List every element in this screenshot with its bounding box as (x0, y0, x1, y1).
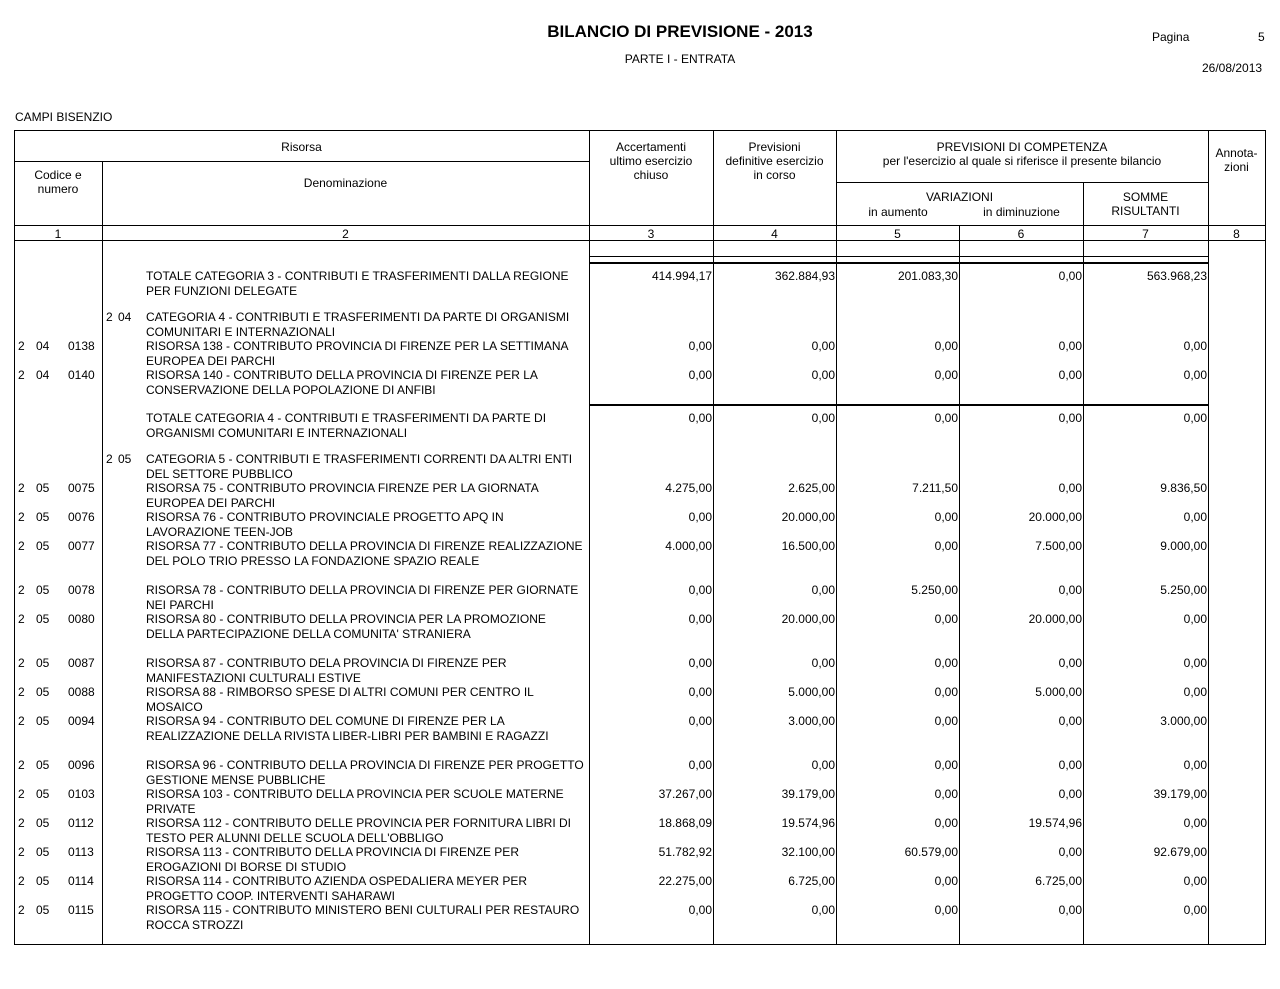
code-category: 05 (36, 656, 50, 670)
value-previsioni: 5.000,00 (788, 685, 835, 699)
value-diminuzione: 6.725,00 (1035, 874, 1082, 888)
code-resource: 0080 (68, 612, 95, 626)
value-aumento: 5.250,00 (911, 583, 958, 597)
code-resource: 0078 (68, 583, 95, 597)
code-category: 05 (118, 452, 132, 466)
table-border-bottom (14, 944, 1266, 945)
code-title: 2 (18, 685, 25, 699)
table-border-right (1265, 130, 1266, 945)
value-previsioni: 362.884,93 (774, 269, 835, 283)
code-resource: 0115 (68, 903, 94, 917)
value-somme: 563.968,23 (1146, 269, 1207, 283)
code-title: 2 (18, 481, 25, 495)
value-previsioni: 32.100,00 (781, 845, 835, 859)
code-resource: 0096 (68, 758, 95, 772)
code-category: 04 (118, 310, 132, 324)
value-somme: 0,00 (1183, 903, 1207, 917)
code-resource: 0103 (68, 787, 95, 801)
code-title: 2 (18, 510, 25, 524)
value-somme: 0,00 (1183, 368, 1207, 382)
col-line-codice (102, 161, 103, 945)
value-accertamenti: 414.994,17 (651, 269, 712, 283)
code-resource: 0075 (68, 481, 95, 495)
page-number: 5 (1258, 30, 1265, 44)
value-accertamenti: 18.868,09 (658, 816, 712, 830)
col-number: 4 (771, 227, 778, 241)
value-aumento: 0,00 (934, 903, 958, 917)
value-somme: 3.000,00 (1160, 714, 1207, 728)
page-title: BILANCIO DI PREVISIONE - 2013 (547, 22, 813, 41)
value-accertamenti: 51.782,92 (658, 845, 712, 859)
value-aumento: 0,00 (934, 787, 958, 801)
value-aumento: 0,00 (934, 758, 958, 772)
value-aumento: 0,00 (934, 411, 958, 425)
page-label: Pagina (1152, 30, 1190, 44)
code-category: 05 (36, 510, 50, 524)
value-somme: 9.000,00 (1160, 539, 1207, 553)
code-title: 2 (18, 874, 25, 888)
code-title: 2 (18, 714, 25, 728)
value-accertamenti: 0,00 (688, 411, 712, 425)
col-number: 8 (1233, 227, 1240, 241)
code-category: 05 (36, 539, 50, 553)
value-previsioni: 0,00 (811, 583, 835, 597)
value-diminuzione: 7.500,00 (1035, 539, 1082, 553)
code-title: 2 (106, 310, 113, 324)
code-category: 05 (36, 903, 50, 917)
table-border-left (14, 130, 15, 945)
code-category: 05 (36, 845, 50, 859)
value-diminuzione: 20.000,00 (1028, 612, 1082, 626)
resource-description: RISORSA 113 - CONTRIBUTO DELLA PROVINCIA DI FIRENZE PER EROGAZIONI DI BORSE DI STUDIO (146, 845, 519, 874)
code-title: 2 (18, 816, 25, 830)
resource-description: RISORSA 96 - CONTRIBUTO DELLA PROVINCIA DI FIRENZE PER PROGETTO GESTIONE MENSE PUBBLICHE (146, 758, 584, 787)
value-somme: 0,00 (1183, 411, 1207, 425)
code-resource: 0088 (68, 685, 95, 699)
value-somme: 39.179,00 (1153, 787, 1207, 801)
code-title: 2 (18, 583, 25, 597)
header-denominazione: Denominazione (303, 176, 388, 190)
code-category: 05 (36, 481, 50, 495)
value-diminuzione: 19.574,96 (1028, 816, 1082, 830)
code-resource: 0140 (68, 368, 95, 382)
resource-description: RISORSA 115 - CONTRIBUTO MINISTERO BENI CULTURALI PER RESTAURO ROCCA STROZZI (146, 903, 580, 932)
code-title: 2 (18, 845, 25, 859)
col-number: 3 (647, 227, 655, 241)
value-previsioni: 6.725,00 (788, 874, 835, 888)
header-codice: Codice e numero (34, 168, 82, 196)
resource-description: RISORSA 94 - CONTRIBUTO DEL COMUNE DI FIRENZE PER LA REALIZZAZIONE DELLA RIVISTA LIBER-LIBRI PER BAMBINI E RAGAZZI (146, 714, 549, 743)
resource-description: RISORSA 112 - CONTRIBUTO DELLE PROVINCIA PER FORNITURA LIBRI DI TESTO PER ALUNNI DELLE SCUOLA DELL'OBBLIGO (146, 816, 571, 845)
header-somme: SOMME RISULTANTI (1111, 190, 1180, 218)
value-previsioni: 39.179,00 (781, 787, 835, 801)
value-aumento: 0,00 (934, 612, 958, 626)
header-variazioni: VARIAZIONI (925, 190, 994, 204)
resource-description: RISORSA 76 - CONTRIBUTO PROVINCIALE PROGETTO APQ IN LAVORAZIONE TEEN-JOB (146, 510, 504, 539)
code-category: 04 (36, 368, 50, 382)
value-accertamenti: 0,00 (688, 510, 712, 524)
value-aumento: 0,00 (934, 539, 958, 553)
code-resource: 0112 (68, 816, 94, 830)
header-competenza: PREVISIONI DI COMPETENZA per l'esercizio al quale si riferisce il presente bilancio (882, 140, 1162, 168)
value-diminuzione: 20.000,00 (1028, 510, 1082, 524)
code-title: 2 (18, 339, 25, 353)
value-somme: 0,00 (1183, 758, 1207, 772)
value-aumento: 0,00 (934, 714, 958, 728)
header-divider-competenza (836, 182, 1208, 183)
table-border-top (14, 130, 1266, 131)
resource-description: RISORSA 140 - CONTRIBUTO DELLA PROVINCIA DI FIRENZE PER LA CONSERVAZIONE DELLA POPOLAZIONE DI ANFIBI (146, 368, 538, 397)
value-aumento: 7.211,50 (912, 481, 958, 495)
value-diminuzione: 0,00 (1058, 787, 1082, 801)
header-aumento: in aumento (868, 205, 928, 219)
code-category: 05 (36, 714, 50, 728)
header-divider-spacer (589, 256, 1209, 257)
value-aumento: 0,00 (934, 874, 958, 888)
value-accertamenti: 0,00 (688, 612, 712, 626)
value-previsioni: 2.625,00 (788, 481, 835, 495)
total-description: TOTALE CATEGORIA 4 - CONTRIBUTI E TRASFERIMENTI DA PARTE DI ORGANISMI COMUNITARI E INTERNAZIONALI (146, 411, 547, 440)
value-diminuzione: 0,00 (1058, 903, 1082, 917)
value-accertamenti: 0,00 (688, 368, 712, 382)
code-category: 04 (36, 339, 50, 353)
header-diminuzione: in diminuzione (983, 205, 1060, 219)
value-somme: 0,00 (1183, 656, 1207, 670)
value-diminuzione: 0,00 (1058, 411, 1082, 425)
code-title: 2 (18, 612, 25, 626)
value-accertamenti: 0,00 (688, 903, 712, 917)
value-diminuzione: 0,00 (1058, 758, 1082, 772)
value-somme: 0,00 (1183, 510, 1207, 524)
code-title: 2 (18, 787, 25, 801)
value-diminuzione: 0,00 (1058, 339, 1082, 353)
total-separator (589, 404, 1209, 406)
code-resource: 0114 (68, 874, 94, 888)
resource-description: RISORSA 75 - CONTRIBUTO PROVINCIA FIRENZE PER LA GIORNATA EUROPEA DEI PARCHI (146, 481, 539, 510)
value-previsioni: 3.000,00 (788, 714, 835, 728)
resource-description: RISORSA 87 - CONTRIBUTO DELA PROVINCIA DI FIRENZE PER MANIFESTAZIONI CULTURALI ESTIVE (146, 656, 507, 685)
value-previsioni: 20.000,00 (781, 510, 835, 524)
value-aumento: 201.083,30 (897, 269, 958, 283)
code-title: 2 (18, 368, 25, 382)
value-diminuzione: 0,00 (1058, 656, 1082, 670)
value-previsioni: 0,00 (811, 339, 835, 353)
value-aumento: 0,00 (934, 339, 958, 353)
total-description: TOTALE CATEGORIA 3 - CONTRIBUTI E TRASFERIMENTI DALLA REGIONE PER FUNZIONI DELEGATE (146, 269, 569, 298)
col-line-diminuzione (1083, 182, 1084, 945)
value-aumento: 0,00 (934, 816, 958, 830)
value-accertamenti: 0,00 (688, 758, 712, 772)
code-category: 05 (36, 758, 50, 772)
value-accertamenti: 22.275,00 (658, 874, 712, 888)
code-category: 05 (36, 583, 50, 597)
comune-name: CAMPI BISENZIO (15, 110, 113, 124)
value-previsioni: 0,00 (811, 758, 835, 772)
value-diminuzione: 0,00 (1058, 269, 1082, 283)
code-title: 2 (18, 903, 25, 917)
value-aumento: 0,00 (934, 685, 958, 699)
value-accertamenti: 0,00 (688, 339, 712, 353)
col-number: 5 (894, 227, 901, 241)
value-accertamenti: 0,00 (688, 656, 712, 670)
value-somme: 0,00 (1183, 685, 1207, 699)
value-somme: 9.836,50 (1160, 481, 1207, 495)
col-number: 6 (1017, 227, 1025, 241)
code-resource: 0113 (68, 845, 94, 859)
resource-description: RISORSA 77 - CONTRIBUTO DELLA PROVINCIA DI FIRENZE REALIZZAZIONE DEL POLO TRIO PRESSO LA FONDAZIONE SPAZIO REALE (146, 539, 583, 568)
col-line-somme (1208, 130, 1209, 945)
resource-description: RISORSA 80 - CONTRIBUTO DELLA PROVINCIA PER LA PROMOZIONE DELLA PARTECIPAZIONE DELLA COMUNITA' STRANIERA (146, 612, 546, 641)
value-accertamenti: 37.267,00 (658, 787, 712, 801)
header-risorsa: Risorsa (281, 140, 322, 154)
code-category: 05 (36, 787, 50, 801)
resource-description: RISORSA 78 - CONTRIBUTO DELLA PROVINCIA DI FIRENZE PER GIORNATE NEI PARCHI (146, 583, 579, 612)
header-annotazioni: Annota- zioni (1215, 146, 1258, 174)
value-previsioni: 0,00 (811, 903, 835, 917)
resource-description: RISORSA 103 - CONTRIBUTO DELLA PROVINCIA PER SCUOLE MATERNE PRIVATE (146, 787, 564, 816)
value-previsioni: 0,00 (811, 411, 835, 425)
value-somme: 5.250,00 (1160, 583, 1207, 597)
code-resource: 0076 (68, 510, 95, 524)
resource-description: RISORSA 88 - RIMBORSO SPESE DI ALTRI COMUNI PER CENTRO IL MOSAICO (146, 685, 534, 714)
header-accertamenti: Accertamenti ultimo esercizio chiuso (609, 140, 693, 182)
code-category: 05 (36, 685, 50, 699)
value-diminuzione: 0,00 (1058, 481, 1082, 495)
value-previsioni: 20.000,00 (781, 612, 835, 626)
code-category: 05 (36, 816, 50, 830)
code-title: 2 (18, 758, 25, 772)
value-diminuzione: 5.000,00 (1035, 685, 1082, 699)
col-number: 7 (1142, 227, 1149, 241)
value-aumento: 0,00 (934, 510, 958, 524)
value-accertamenti: 0,00 (688, 714, 712, 728)
header-previsioni: Previsioni definitive esercizio in corso (725, 140, 824, 182)
code-resource: 0087 (68, 656, 95, 670)
page-subtitle: PARTE I - ENTRATA (624, 52, 736, 66)
value-previsioni: 0,00 (811, 368, 835, 382)
code-resource: 0077 (68, 539, 95, 553)
value-aumento: 60.579,00 (904, 845, 958, 859)
code-category: 05 (36, 874, 50, 888)
col-number: 2 (342, 227, 349, 241)
value-accertamenti: 4.000,00 (665, 539, 712, 553)
category-description: CATEGORIA 4 - CONTRIBUTI E TRASFERIMENTI DA PARTE DI ORGANISMI COMUNITARI E INTERNAZIONALI (146, 310, 570, 339)
value-previsioni: 0,00 (811, 656, 835, 670)
code-resource: 0094 (68, 714, 95, 728)
value-somme: 0,00 (1183, 816, 1207, 830)
category-description: CATEGORIA 5 - CONTRIBUTI E TRASFERIMENTI CORRENTI DA ALTRI ENTI DEL SETTORE PUBBLICO (146, 452, 573, 481)
value-accertamenti: 4.275,00 (665, 481, 712, 495)
value-somme: 0,00 (1183, 339, 1207, 353)
resource-description: RISORSA 138 - CONTRIBUTO PROVINCIA DI FIRENZE PER LA SETTIMANA EUROPEA DEI PARCHI (146, 339, 568, 368)
value-diminuzione: 0,00 (1058, 368, 1082, 382)
code-title: 2 (18, 539, 25, 553)
value-somme: 0,00 (1183, 612, 1207, 626)
value-diminuzione: 0,00 (1058, 714, 1082, 728)
value-aumento: 0,00 (934, 656, 958, 670)
value-previsioni: 16.500,00 (781, 539, 835, 553)
code-category: 05 (36, 612, 50, 626)
value-somme: 0,00 (1183, 874, 1207, 888)
value-aumento: 0,00 (934, 368, 958, 382)
total-separator (589, 262, 1209, 264)
value-somme: 92.679,00 (1153, 845, 1207, 859)
header-divider-risorsa (14, 161, 589, 162)
header-divider-main (14, 225, 1266, 226)
value-diminuzione: 0,00 (1058, 583, 1082, 597)
code-title: 2 (18, 656, 25, 670)
resource-description: RISORSA 114 - CONTRIBUTO AZIENDA OSPEDALIERA MEYER PER PROGETTO COOP. INTERVENTI SAHARAWI (146, 874, 527, 903)
value-accertamenti: 0,00 (688, 685, 712, 699)
col-number: 1 (54, 227, 62, 241)
print-date: 26/08/2013 (1202, 61, 1263, 75)
value-diminuzione: 0,00 (1058, 845, 1082, 859)
code-title: 2 (106, 452, 113, 466)
code-resource: 0138 (68, 339, 95, 353)
value-accertamenti: 0,00 (688, 583, 712, 597)
value-previsioni: 19.574,96 (781, 816, 835, 830)
